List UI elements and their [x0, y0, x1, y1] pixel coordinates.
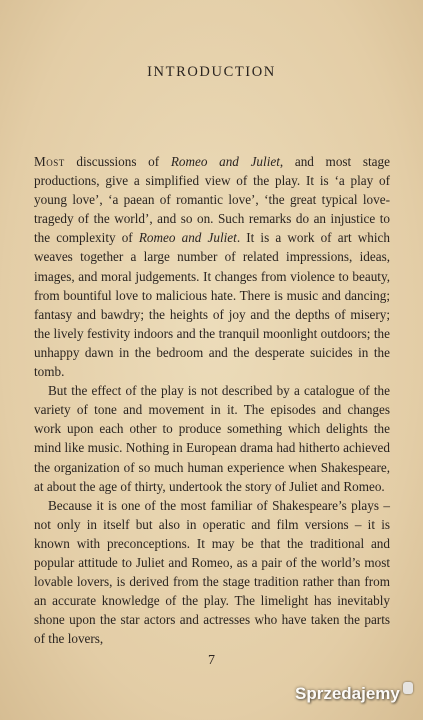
paragraph-text: , and most stage productions, give a simplified view of the play. It is ‘a play of young love’, ‘a paean of romantic love’, ‘the great typical love-tragedy of the world’, and so on. Such remarks do an injustice to the complexity of [34, 154, 390, 246]
watermark-badge-icon [403, 682, 413, 694]
paragraph-3: Because it is one of the most familiar of Shakespeare’s plays – not only in itself but also in operatic and film versions – it is known with preconceptions. It may be that the traditional and popular attitude to Juliet and Romeo, as a pair of the world’s most lovable lovers, is derived from the stage tradition rather than from an accurate knowledge of the play. The limelight has inevitably shone upon the star actors and actresses who have taken the parts of the lovers, [34, 497, 390, 647]
page-number: 7 [208, 653, 215, 668]
paragraph-text: . It is a work of art which weaves together a large number of related impressions, ideas, images, and moral judgements. It changes from violence to beauty, from bountiful love to malicious hate. There is music and dancing; fantasy and bawdry; the heights of joy and the depths of misery; the lively festivity indoors and the tranquil moonlight outdoors; the unhappy dawn in the bedroom and the desperate suicides in the tomb. [34, 230, 390, 380]
play-title: Romeo and Juliet [170, 154, 280, 169]
chapter-heading: INTRODUCTION [147, 64, 276, 80]
paragraph-2: But the effect of the play is not described by a catalogue of the variety of tone and movement in it. The episodes and changes work upon each other to produce something which delights the mind like music. Nothing in European drama had hitherto achieved the organization of so much human experience when Shakespeare, at about the age of thirty, undertook the story of Juliet and Romeo. [34, 383, 390, 494]
watermark-text: Sprzedajemy [295, 684, 400, 703]
play-title: Romeo and Juliet [138, 230, 237, 246]
paragraph-1 [34, 152, 390, 381]
paragraph-lead-word: Most [34, 154, 65, 169]
watermark-logo [295, 680, 413, 708]
paragraph-text: discussions of [64, 154, 171, 169]
body-text [34, 152, 390, 648]
